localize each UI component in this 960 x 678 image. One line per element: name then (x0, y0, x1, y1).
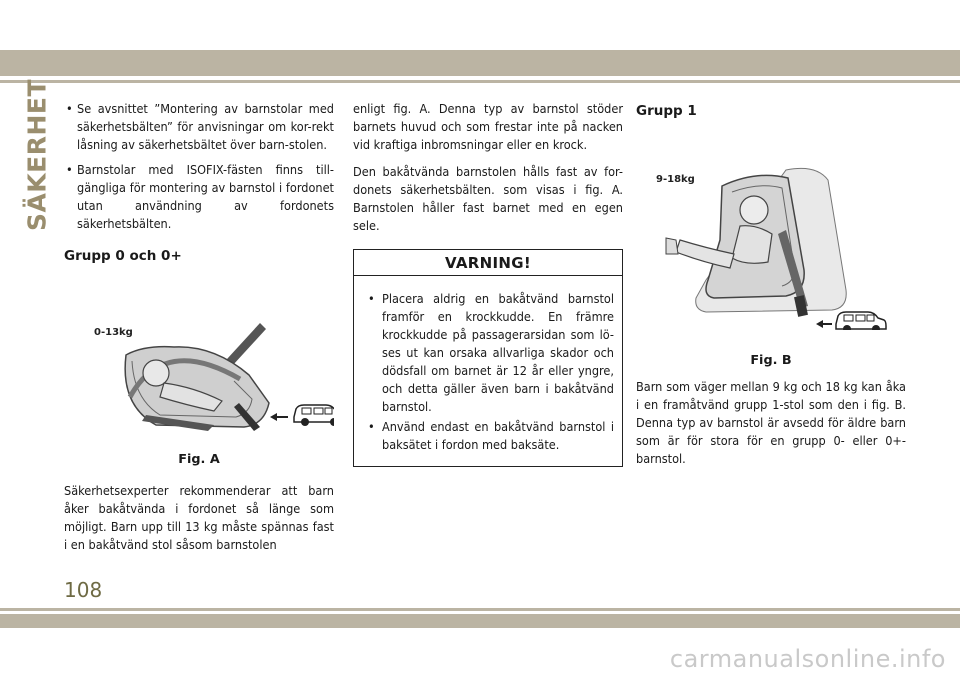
warning-list (354, 276, 622, 466)
footer-bar (0, 614, 960, 628)
column-2 (353, 100, 623, 467)
bullet-list (64, 100, 334, 233)
watermark: carmanualsonline.info (669, 645, 946, 673)
warning-item: • Använd endast en bakåtvänd barnstol i baksätet i fordon med baksäte. (362, 418, 614, 454)
body-paragraph: enligt fig. A. Denna typ av barnstol stöder barnets huvud och som frestar inte på nacken vid kraftiga inbromsningar eller en krock. (353, 101, 623, 152)
warning-box (353, 249, 623, 467)
header-bar (0, 50, 960, 76)
figure-a (64, 275, 334, 470)
warning-item: • Placera aldrig en bakåtvänd barnstol framför en krockkudde. En främre krockkudde på passagerarsidan som lö-ses ut kan orsaka allvarliga skador och dödsfall om barnet är 12 år eller yngre, och detta gäller även barn i bakåtvänd barnstol. (362, 290, 614, 416)
column-3 (636, 100, 906, 477)
column-1 (64, 100, 334, 563)
car-icon (294, 405, 334, 426)
section-heading: Grupp 1 (636, 103, 697, 119)
section-heading: Grupp 0 och 0+ (64, 248, 182, 264)
list-item: • Barnstolar med ISOFIX-fästen finns till-gängliga för montering av barnstol i fordonet utan användning av fordonets säkerhetsbälten. (64, 161, 334, 233)
body-paragraph: Den bakåtvända barnstolen hålls fast av for-donets säkerhetsbälten. som visas i fig. A. Barnstolen håller fast barnet med en egen sele. (353, 164, 623, 233)
body-paragraph: Barn som väger mellan 9 kg och 18 kg kan åka i en framåtvänd grupp 1-stol som den i fig. B. Denna typ av barnstol är avsedd för äldre barn som är för stora för en grupp 0- eller 0+-barnstol. (636, 379, 906, 466)
warning-title: VARNING! (354, 250, 622, 276)
figure-weight-label: 0-13kg (94, 327, 133, 338)
figure-caption: Fig. B (750, 353, 792, 368)
footer-line (0, 608, 960, 611)
header-line (0, 80, 960, 83)
infant-seat-illustration (64, 275, 334, 445)
section-label: SÄKERHET (22, 78, 52, 232)
figure-b (636, 130, 906, 368)
car-icon (836, 312, 886, 330)
section-side-tab (22, 78, 52, 232)
figure-caption: Fig. A (178, 452, 220, 467)
list-item: • Se avsnittet ”Montering av barnstolar med säkerhetsbälten” för anvisningar om kor-rekt låsning av säkerhetsbältet över barn-stolen. (64, 100, 334, 154)
page-number: 108 (64, 578, 103, 602)
child-seat-illustration (636, 130, 906, 330)
body-paragraph: Säkerhetsexperter rekommenderar att barn åker bakåtvända i fordonet så länge som möjligt. Barn upp till 13 kg måste spännas fast i en bakåtvänd stol såsom barnstolen (64, 483, 334, 552)
figure-weight-label: 9-18kg (656, 174, 695, 185)
